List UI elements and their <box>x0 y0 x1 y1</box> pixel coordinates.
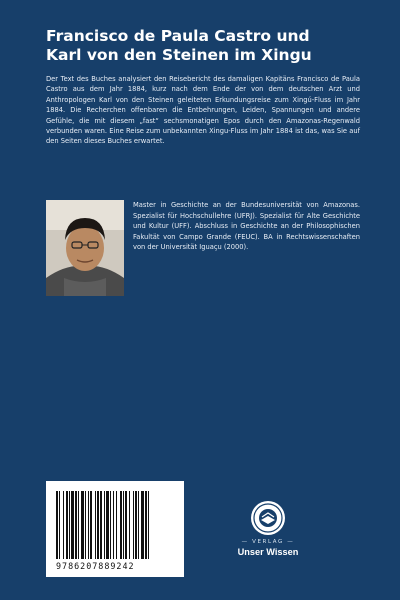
book-title-line-2: Karl von den Steinen im Xingu <box>46 46 312 64</box>
publisher-verlag-label: — VERLAG — <box>241 539 295 545</box>
isbn-barcode <box>46 481 184 577</box>
isbn-number: 9786207889242 <box>56 561 135 571</box>
book-description: Der Text des Buches analysiert den Reisebericht des damaligen Kapitäns Francisco de Paula Castro aus dem Jahr 1884, kurz nach dem Ende der von dem deutschen Arzt und Anthropologen Karl von den Steinen geleiteten Erkundungsreise zum Xingú-Fluss im Jahr 1884. Die Recherchen offenbaren die Entbehrungen, Leiden, Spannungen und andere Gefühle, die mit diesem „fast“ sechsmonatigen Epos durch den Amazonas-Regenwald verbunden waren. Eine Reise zum unbekannten Xingu-Fluss im Jahr 1884 ist das, was Sie auf den Seiten dieses Buches erwartet. <box>46 75 360 146</box>
barcode-bar <box>90 491 92 559</box>
author-photo <box>46 200 124 296</box>
barcode-bar <box>88 491 89 559</box>
barcode-bar <box>141 491 144 559</box>
barcode-bar <box>106 491 109 559</box>
barcode-bar <box>85 491 86 559</box>
barcode-icon <box>56 491 174 559</box>
barcode-bar <box>75 491 77 559</box>
barcode-bar <box>95 491 96 559</box>
author-biography: Master in Geschichte an der Bundesuniversität von Amazonas. Spezialist für Hochschullehre (UFRJ). Spezialist für Alte Geschichte und Kultur (UFF). Abschluss in Geschichte an der Philosophischen Fakultät von Campo Grande (FEUC). BA in Rechtswissenschaften von der Universität Iguaçu (2000). <box>133 201 360 252</box>
barcode-bar <box>113 491 114 559</box>
barcode-bar <box>145 491 147 559</box>
barcode-bar <box>81 491 84 559</box>
barcode-bar <box>120 491 122 559</box>
barcode-bar <box>71 491 74 559</box>
publisher-name: Unser Wissen <box>237 547 299 557</box>
barcode-bar <box>116 491 117 559</box>
barcode-bar <box>56 491 58 559</box>
barcode-bar <box>59 491 60 559</box>
book-title <box>46 27 366 65</box>
barcode-bar <box>100 491 102 559</box>
book-seal-icon <box>250 500 286 536</box>
barcode-bar <box>148 491 149 559</box>
barcode-bar <box>138 491 139 559</box>
barcode-bar <box>69 491 70 559</box>
barcode-bar <box>97 491 99 559</box>
barcode-bar <box>135 491 137 559</box>
barcode-bar <box>66 491 68 559</box>
barcode-bar <box>63 491 64 559</box>
barcode-bar <box>78 491 79 559</box>
barcode-bar <box>129 491 130 559</box>
barcode-bar <box>133 491 134 559</box>
barcode-bar <box>125 491 127 559</box>
barcode-bar <box>104 491 105 559</box>
author-portrait-icon <box>46 200 124 296</box>
book-title-line-1: Francisco de Paula Castro und <box>46 27 310 45</box>
barcode-bar <box>110 491 111 559</box>
publisher-logo <box>218 500 318 570</box>
barcode-bar <box>123 491 124 559</box>
